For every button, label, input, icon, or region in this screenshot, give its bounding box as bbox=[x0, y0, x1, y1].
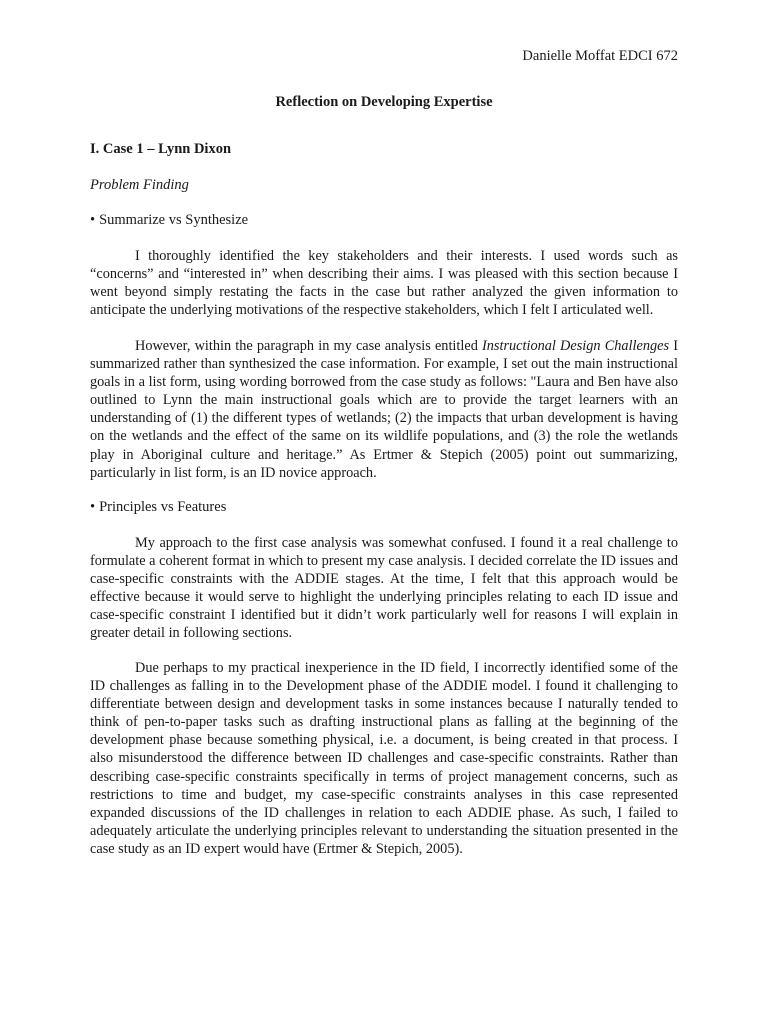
bullet-label: Summarize vs Synthesize bbox=[99, 212, 249, 228]
document-page bbox=[90, 0, 678, 1024]
bullet-icon: • bbox=[90, 499, 96, 515]
bullet-icon: • bbox=[90, 212, 96, 228]
paragraph-inexperience: Due perhaps to my practical inexperience in the ID field, I incorrectly identified some of the ID challenges as falling in to the Development phase of the ADDIE model. I found it challenging to differentiate between design and development tasks in some instances because I naturally tended to think of pen-to-paper tasks such as drafting instructional plans as falling at the beginning of the development phase because something physical, i.e. a document, is being created in that process. I also misunderstood the difference between ID challenges and case-specific constraints. Rather than describing case-specific constraints specifically in terms of project management concerns, such as restrictions to time and budget, my case-specific constraints analyses in this case represented expanded discussions of the ID challenges in relation to each ADDIE phase. As such, I failed to adequately articulate the underlying principles relevant to understanding the situation presented in the case study as an ID expert would have (Ertmer & Stepich, 2005). bbox=[90, 660, 678, 857]
author-course-header: Danielle Moffat EDCI 672 bbox=[522, 48, 678, 64]
paragraph-approach: My approach to the first case analysis was somewhat confused. I found it a real challenge to formulate a coherent format in which to present my case analysis. I decided correlate the ID issues and case-specific constraints with the ADDIE stages. At the time, I felt that this approach would be effective because it would serve to highlight the underlying principles relating to each ID issue and case-specific constraint I identified but it didn’t work particularly well for reasons I will explain in greater detail in following sections. bbox=[90, 535, 678, 642]
section-subheading: Problem Finding bbox=[90, 177, 189, 193]
bullet-summarize-vs-synthesize bbox=[90, 211, 248, 229]
bullet-label: Principles vs Features bbox=[99, 499, 227, 515]
paragraph-stakeholders: I thoroughly identified the key stakeholders and their interests. I used words such as “concerns” and “interested in” when describing their aims. I was pleased with this section because I went beyond simply restating the facts in the case but rather analyzed the given information to anticipate the underlying motivations of the respective stakeholders, which I felt I articulated well. bbox=[90, 248, 678, 319]
paragraph-text: I summarized rather than synthesized the case information. For example, I set out the main instructional goals in a list form, using wording borrowed from the case study as follows: "Laura and Ben have also outlined to Lynn the main instructional goals which are to provide the target learners with an understanding of (1) the different types of wetlands; (2) the impacts that urban development is having on the wetlands and the effect of the same on its wildlife populations, and (3) the role the wetlands play in Aboriginal culture and heritage.” As Ertmer & Stepich (2005) point out summarizing, particularly in list form, is an ID novice approach. bbox=[90, 338, 678, 481]
document-title: Reflection on Developing Expertise bbox=[275, 94, 493, 110]
bullet-principles-vs-features bbox=[90, 498, 226, 516]
section-heading: I. Case 1 – Lynn Dixon bbox=[90, 141, 232, 157]
paragraph-text: However, within the paragraph in my case analysis entitled bbox=[135, 338, 483, 354]
paragraph-summarizing bbox=[90, 337, 678, 482]
paragraph-italic-title: Instructional Design Challenges bbox=[482, 338, 670, 354]
